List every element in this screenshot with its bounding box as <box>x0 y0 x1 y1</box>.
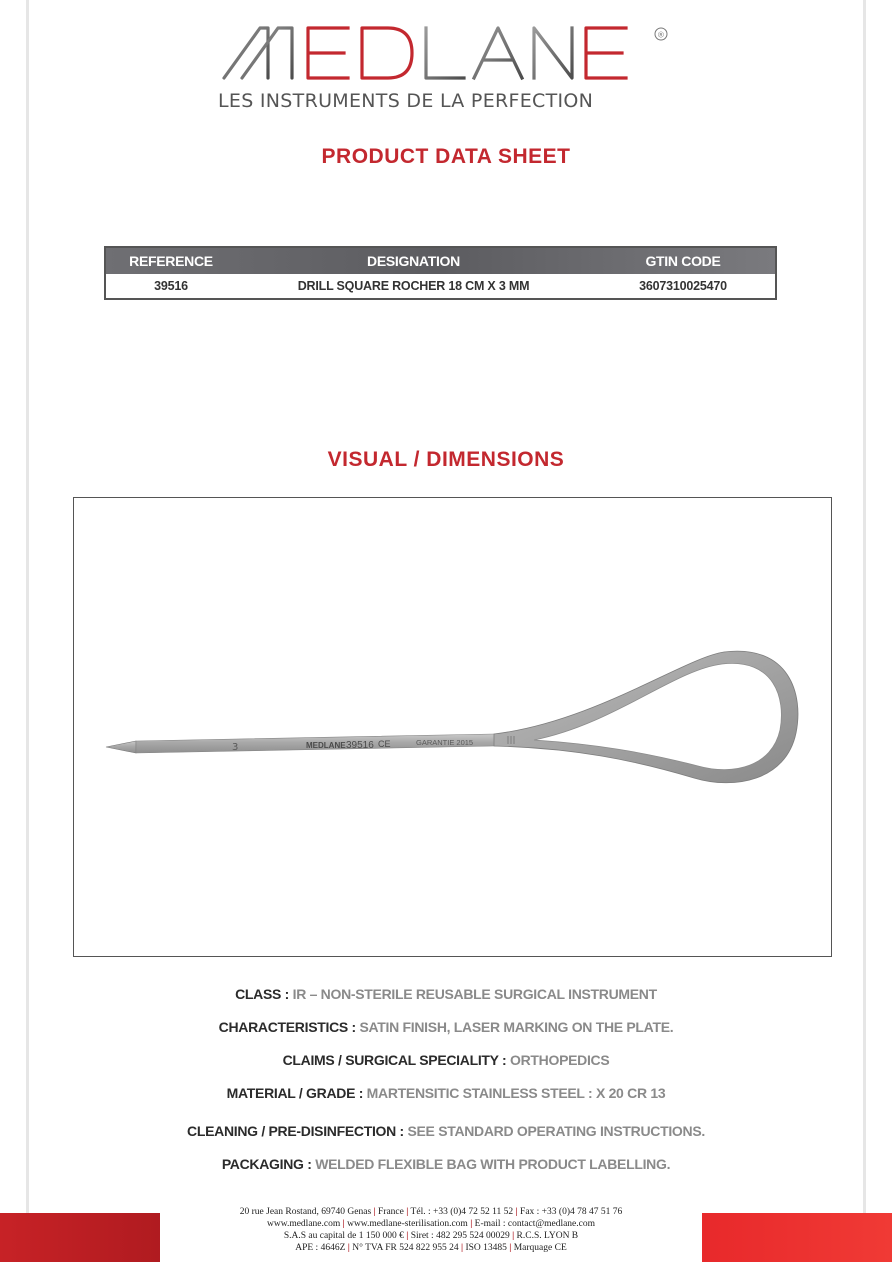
footer-sterilisation-link[interactable]: www.medlane-sterilisation.com <box>347 1219 468 1229</box>
header-reference: REFERENCE <box>129 253 213 269</box>
spec-material: MATERIAL / GRADE : MARTENSITIC STAINLESS STEEL : X 20 CR 13 <box>226 1085 666 1101</box>
table-row <box>106 274 775 298</box>
footer-line-address: 20 rue Jean Rostand, 69740 Genas | France | Tél. : +33 (0)4 72 52 11 52 | Fax : +33 (0)4 78 47 51 76 <box>239 1207 623 1217</box>
product-visual-frame <box>73 497 832 957</box>
spec-claims: CLAIMS / SURGICAL SPECIALITY : ORTHOPEDICS <box>282 1052 610 1068</box>
marking-ce: CE <box>378 739 391 749</box>
footer-company-info <box>160 1206 702 1254</box>
right-margin-line <box>863 0 866 1262</box>
registered-mark: ® <box>658 30 664 40</box>
header-gtin-code: GTIN CODE <box>645 253 721 269</box>
marking-brand: MEDLANE <box>306 741 346 750</box>
product-reference-table <box>104 246 777 300</box>
marking-garantie: GARANTIE 2015 <box>416 738 474 747</box>
marking-code: 3 <box>232 742 239 753</box>
cell-reference: 39516 <box>154 279 188 293</box>
header-designation: DESIGNATION <box>367 253 460 269</box>
footer-line-web: www.medlane.com | www.medlane-sterilisation.com | E-mail : contact@medlane.com <box>266 1219 595 1229</box>
spec-cleaning: CLEANING / PRE-DISINFECTION : SEE STANDARD OPERATING INSTRUCTIONS. <box>187 1123 705 1139</box>
brand-tagline: LES INSTRUMENTS DE LA PERFECTION <box>218 90 594 112</box>
visual-dimensions-title: VISUAL / DIMENSIONS <box>327 448 565 471</box>
table-header-row <box>106 248 775 274</box>
footer-red-bar-left <box>0 1213 160 1262</box>
drill-instrument-image <box>74 498 830 955</box>
footer-website-link[interactable]: www.medlane.com <box>266 1219 341 1229</box>
cell-designation: DRILL SQUARE ROCHER 18 CM X 3 MM <box>297 279 530 293</box>
spec-class: CLASS : IR – NON-STERILE REUSABLE SURGICAL INSTRUMENT <box>235 986 657 1002</box>
left-margin-line <box>26 0 29 1262</box>
spec-characteristics: CHARACTERISTICS : SATIN FINISH, LASER MARKING ON THE PLATE. <box>218 1019 674 1035</box>
footer-line-registration: APE : 4646Z | N° TVA FR 524 822 955 24 | ISO 13485 | Marquage CE <box>295 1243 567 1253</box>
marking-reference: 39516 <box>346 740 374 751</box>
spec-packaging: PACKAGING : WELDED FLEXIBLE BAG WITH PRODUCT LABELLING. <box>221 1156 671 1172</box>
footer-email-link[interactable]: E-mail : contact@medlane.com <box>474 1219 595 1229</box>
product-data-sheet-title: PRODUCT DATA SHEET <box>321 145 571 168</box>
footer-line-legal: S.A.S au capital de 1 150 000 € | Siret : 482 295 524 00029 | R.C.S. LYON B <box>283 1231 579 1241</box>
cell-gtin-code: 3607310025470 <box>639 279 727 293</box>
footer-red-bar-right <box>702 1213 892 1262</box>
medlane-logo <box>220 22 672 84</box>
